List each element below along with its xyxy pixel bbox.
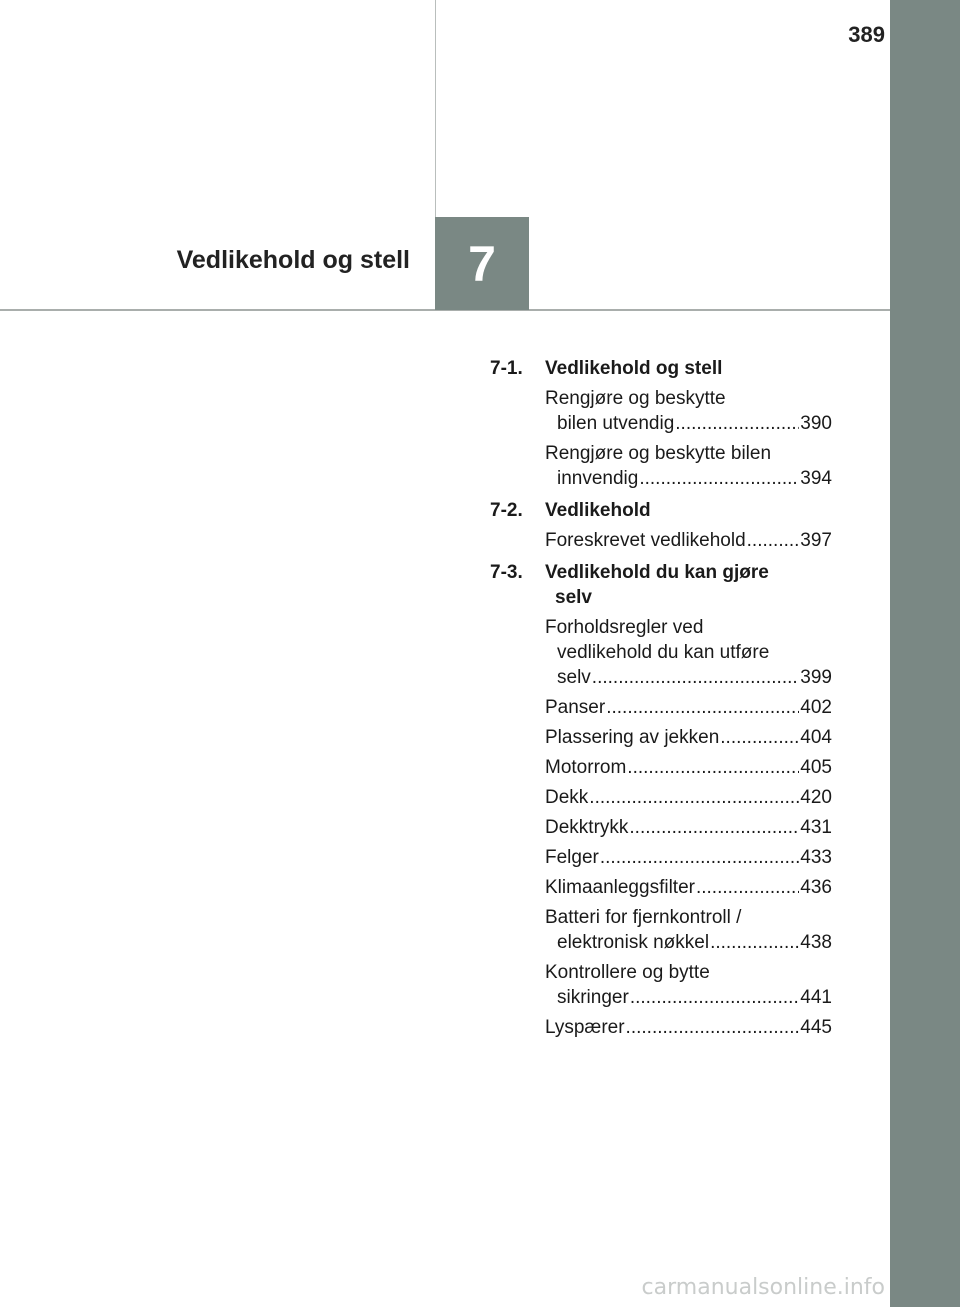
- toc-entry-page: 441: [800, 987, 832, 1008]
- toc-section-number: 7-2.: [490, 500, 523, 521]
- chapter-title: Vedlikehold og stell: [176, 246, 410, 274]
- toc-entry[interactable]: [545, 905, 832, 955]
- toc-entry-text: bilen utvendig: [557, 413, 675, 434]
- toc-entry-text: selv: [557, 667, 591, 688]
- dot-leader: [606, 695, 799, 720]
- toc-entry-page: 397: [800, 530, 832, 551]
- toc-entry-page: 433: [800, 847, 832, 868]
- dot-leader: [600, 845, 799, 870]
- toc-section-title: [545, 356, 832, 381]
- toc-section-title-line: Vedlikehold og stell: [545, 358, 723, 379]
- dot-leader: [710, 930, 799, 955]
- toc-entry-text: innvendig: [557, 468, 639, 489]
- toc-section: [490, 560, 832, 1040]
- toc-entry-text: Rengjøre og beskytte bilen: [545, 443, 772, 464]
- toc-entry[interactable]: [545, 695, 832, 720]
- chapter-number-box: 7: [435, 217, 529, 310]
- header-vertical-rule: [435, 0, 436, 217]
- toc-entry-text: Dekktrykk: [545, 817, 629, 838]
- toc-entry-text: Forholdsregler ved: [545, 617, 704, 638]
- toc-entry-text: Panser: [545, 697, 606, 718]
- toc-section-title: [545, 498, 832, 523]
- toc-entry-text: Dekk: [545, 787, 589, 808]
- toc-section-title-line: Vedlikehold: [545, 500, 651, 521]
- toc-entry-text: Lyspærer: [545, 1017, 625, 1038]
- toc-entry-text: Klimaanleggsfilter: [545, 877, 695, 898]
- toc-section-title-line: Vedlikehold du kan gjøre: [545, 562, 769, 583]
- toc-section-number: 7-1.: [490, 358, 523, 379]
- toc-entry-page: 445: [800, 1017, 832, 1038]
- toc-entry[interactable]: [545, 1015, 832, 1040]
- toc-entry-page: 431: [800, 817, 832, 838]
- toc-entry[interactable]: [545, 815, 832, 840]
- chapter-side-tab: [890, 0, 960, 1307]
- dot-leader: [630, 985, 799, 1010]
- dot-leader: [626, 1015, 800, 1040]
- dot-leader: [629, 815, 799, 840]
- toc-entry-page: 402: [800, 697, 832, 718]
- toc-entry-text: Felger: [545, 847, 599, 868]
- toc-entry[interactable]: [545, 755, 832, 780]
- toc-entry-text: Kontrollere og bytte: [545, 962, 710, 983]
- toc-entry-page: 399: [800, 667, 832, 688]
- toc-entry-text: Plassering av jekken: [545, 727, 720, 748]
- page-number: 389: [848, 22, 885, 47]
- toc-entry[interactable]: [545, 441, 832, 491]
- toc-entry-text: Rengjøre og beskytte: [545, 388, 726, 409]
- dot-leader: [589, 785, 799, 810]
- toc-section-number: 7-3.: [490, 562, 523, 583]
- dot-leader: [627, 755, 799, 780]
- toc-entry-page: 436: [800, 877, 832, 898]
- toc-entry-text: Foreskrevet vedlikehold: [545, 530, 746, 551]
- toc-entry-text: Motorrom: [545, 757, 627, 778]
- toc-section-heading[interactable]: [490, 356, 832, 381]
- toc-entry[interactable]: [545, 725, 832, 750]
- toc-section: [490, 356, 832, 491]
- toc-entry-text: elektronisk nøkkel: [557, 932, 710, 953]
- toc-entry-text: Batteri for fjernkontroll /: [545, 907, 742, 928]
- toc-entry-page: 394: [800, 468, 832, 489]
- dot-leader: [747, 528, 800, 553]
- dot-leader: [639, 466, 799, 491]
- toc-entry[interactable]: [545, 528, 832, 553]
- dot-leader: [696, 875, 799, 900]
- toc-section: [490, 498, 832, 553]
- dot-leader: [592, 665, 800, 690]
- toc-entry-page: 404: [800, 727, 832, 748]
- toc-section-title-line: selv: [555, 587, 592, 608]
- toc-section-heading[interactable]: [490, 498, 832, 523]
- toc-entry-page: 438: [800, 932, 832, 953]
- toc-section-heading[interactable]: [490, 560, 832, 610]
- toc-entry[interactable]: [545, 845, 832, 870]
- table-of-contents: [490, 356, 832, 1047]
- toc-entry[interactable]: [545, 785, 832, 810]
- watermark: carmanualsonline.info: [641, 1275, 885, 1300]
- toc-entry[interactable]: [545, 615, 832, 690]
- toc-entry[interactable]: [545, 386, 832, 436]
- toc-entry-page: 390: [800, 413, 832, 434]
- toc-entry-page: 420: [800, 787, 832, 808]
- dot-leader: [720, 725, 799, 750]
- toc-entry-text: sikringer: [557, 987, 629, 1008]
- toc-entry[interactable]: [545, 960, 832, 1010]
- dot-leader: [675, 411, 799, 436]
- toc-entry-page: 405: [800, 757, 832, 778]
- toc-entry[interactable]: [545, 875, 832, 900]
- toc-section-title: [545, 560, 832, 610]
- toc-entry-text: vedlikehold du kan utføre: [557, 642, 770, 663]
